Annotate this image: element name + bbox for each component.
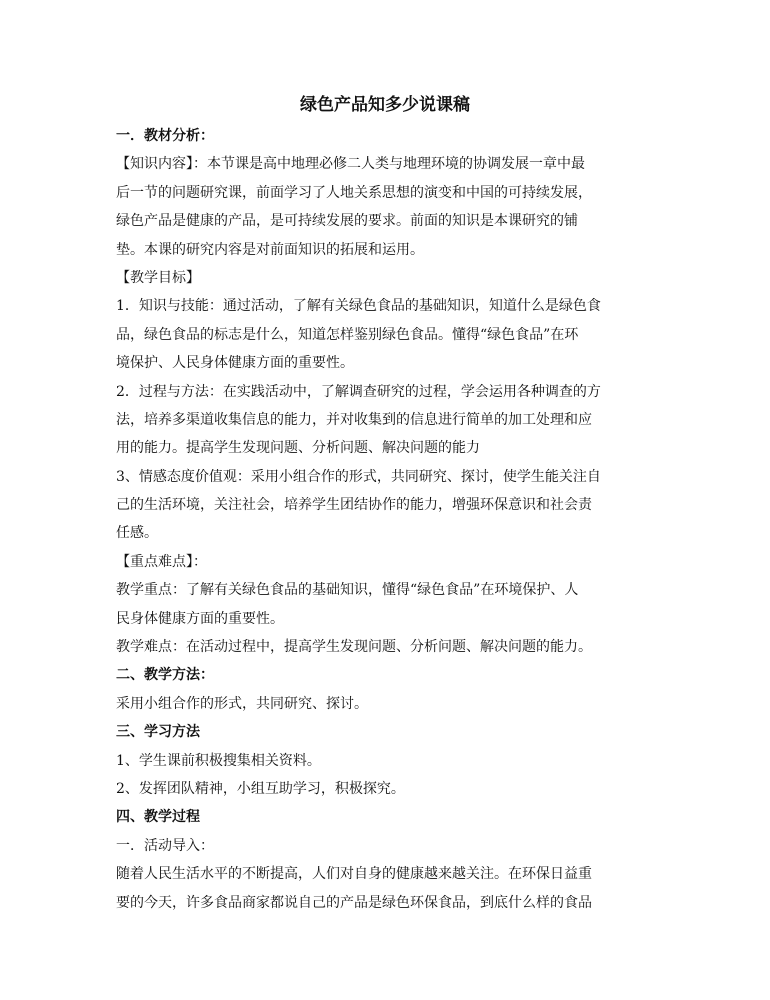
text-line: 【教学目标】 [116,269,200,286]
section-heading: 一．教材分析： [116,128,214,144]
text-line: 境保护、人民身体健康方面的重要性。 [116,355,354,372]
text-line: 己的生活环境，关注社会，培养学生团结协作的能力，增强环保意识和社会责 [116,497,592,514]
text-line: 教学难点：在活动过程中，提高学生发现问题、分析问题、解决问题的能力。 [116,639,592,656]
text-line: 随着人民生活水平的不断提高，人们对自身的健康越来越关注。在环保日益重 [116,866,592,883]
document-body [116,122,662,917]
text-line: 2．过程与方法：在实践活动中，了解调查研究的过程，学会运用各种调查的方 [116,383,601,400]
section-heading: 四、教学过程 [116,809,200,826]
text-line: 法，培养多渠道收集信息的能力，并对收集到的信息进行简单的加工处理和应 [116,411,592,428]
text-line: 【重点难点】： [116,553,207,570]
section-heading: 三、学习方法 [116,724,200,741]
text-line: 1．知识与技能：通过活动，了解有关绿色食品的基础知识，知道什么是绿色食 [116,298,601,315]
text-line: 一．活动导入： [116,837,214,854]
text-line: 民身体健康方面的重要性。 [116,610,284,627]
text-line: 1、学生课前积极搜集相关资料。 [116,752,321,769]
text-line: 垫。本课的研究内容是对前面知识的拓展和运用。 [116,241,424,258]
text-line: 任感。 [116,525,158,542]
text-line: 绿色产品是健康的产品，是可持续发展的要求。前面的知识是本课研究的铺 [116,213,578,230]
text-line: 品，绿色食品的标志是什么，知道怎样鉴别绿色食品。懂得“绿色食品”在环 [116,326,579,343]
text-line: 3、情感态度价值观：采用小组合作的形式，共同研究、探讨，使学生能关注自 [116,468,601,485]
text-line: 2、发挥团队精神，小组互助学习，积极探究。 [116,780,405,797]
text-line: 【知识内容】：本节课是高中地理必修二人类与地理环境的协调发展一章中最 [116,156,585,173]
text-line: 教学重点：了解有关绿色食品的基础知识，懂得“绿色食品”在环境保护、人 [116,582,579,599]
section-heading: 二、教学方法： [116,667,214,684]
document-title: 绿色产品知多少说课稿 [300,95,470,115]
text-line: 要的今天，许多食品商家都说自己的产品是绿色环保食品，到底什么样的食品 [116,894,592,911]
text-line: 后一节的问题研究课，前面学习了人地关系思想的演变和中国的可持续发展， [116,184,592,201]
text-line: 用的能力。提高学生发现问题、分析问题、解决问题的能力 [116,440,480,457]
text-line: 采用小组合作的形式，共同研究、探讨。 [116,695,368,712]
